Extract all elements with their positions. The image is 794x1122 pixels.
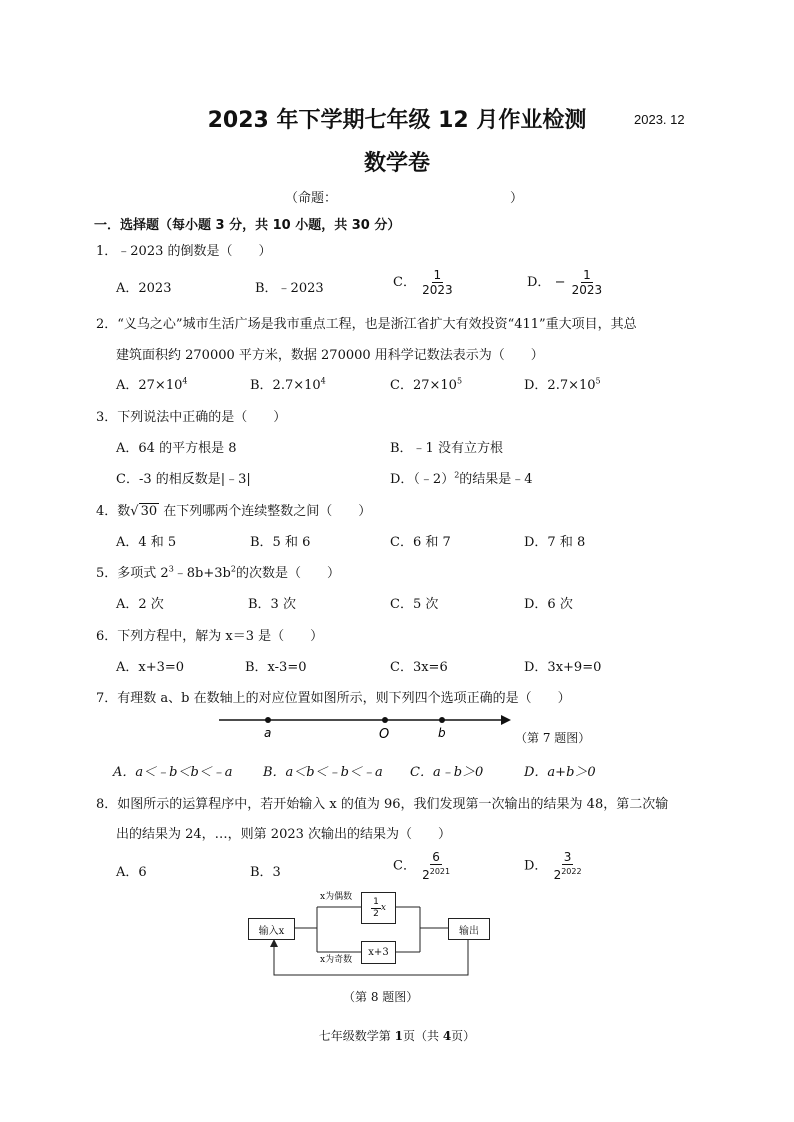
point-a [265, 717, 271, 723]
point-o [382, 717, 388, 723]
q4-radicand: 30 [140, 504, 158, 519]
half-fraction [371, 897, 381, 920]
q5-option-d: D．6 次 [524, 597, 573, 612]
q8-option-c [393, 850, 452, 882]
q8-d-numerator: 3 [563, 850, 572, 864]
q2-d-exp: 5 [595, 376, 601, 386]
q6-option-b: B．x-3=0 [245, 660, 307, 675]
q8-option-d [524, 850, 584, 882]
input-box: 输入x [248, 918, 295, 940]
q5-stem-a: 5．多项式 2 [96, 566, 169, 581]
page-title: 2023 年下学期七年级 12 月作业检测 [207, 108, 587, 133]
question-4-stem [96, 500, 371, 519]
question-7-stem: 7．有理数 a、b 在数轴上的对应位置如图所示，则下列四个选项正确的是（ ） [96, 691, 571, 706]
odd-label: x为奇数 [320, 955, 353, 965]
q8-c-denominator [420, 865, 452, 882]
footer-page-number: 1 [394, 1029, 403, 1043]
q8-option-d-fraction [552, 850, 584, 882]
q2-option-d [524, 374, 601, 393]
q7-option-d: D．a+b＞0 [524, 765, 596, 780]
q7-option-c: C．a﹣b＞0 [410, 765, 484, 780]
q8-option-b: B．3 [250, 865, 281, 880]
q1-d-numerator: 1 [583, 268, 591, 282]
q5-option-a: A．2 次 [116, 597, 164, 612]
number-line-arrow [501, 715, 511, 725]
feedback-arrow [270, 939, 278, 947]
q8-d-denominator [552, 865, 584, 882]
question-1-stem: 1．﹣2023 的倒数是（ ） [96, 244, 272, 259]
q5-option-b: B．3 次 [248, 597, 296, 612]
q8-option-c-label: C． [393, 858, 416, 874]
q2-a-exp: 4 [182, 376, 188, 386]
section-heading: 一．选择题（每小题 3 分，共 10 小题，共 30 分） [94, 218, 401, 233]
author-close: ） [510, 191, 524, 206]
q1-option-c-label: C． [393, 275, 416, 290]
q1-option-d-fraction [570, 268, 605, 297]
half-variable: x [380, 903, 386, 913]
q6-option-d: D．3x+9=0 [524, 660, 602, 675]
q2-b-text: B．2.7×10 [250, 378, 321, 393]
q7-option-b: B．a＜b＜﹣b＜﹣a [263, 765, 383, 780]
q8-d-exp: 2022 [561, 867, 582, 876]
exam-date: 2023. 12 [634, 112, 685, 127]
half-box [361, 892, 396, 924]
q8-c-numerator: 6 [432, 850, 440, 864]
footer-text-c: 页） [451, 1029, 476, 1043]
q6-option-c: C．3x=6 [390, 660, 448, 675]
footer-text-a: 七年级数学第 [318, 1029, 395, 1043]
output-box: 输出 [448, 918, 490, 940]
q1-option-d [527, 268, 604, 297]
plus3-box: x+3 [361, 941, 396, 964]
question-5-stem [96, 562, 340, 581]
author-label: （命题： [285, 191, 338, 206]
q1-c-denominator: 2023 [422, 283, 453, 297]
label-o: O [379, 727, 390, 742]
q8-c-exp: 2021 [429, 867, 451, 876]
q4-option-d: D．7 和 8 [524, 535, 586, 550]
q3-option-b: B．﹣1 没有立方根 [390, 441, 503, 456]
q3-d-exp: 2 [454, 470, 460, 480]
q5-option-c: C．5 次 [390, 597, 439, 612]
q2-a-text: A．27×10 [116, 378, 183, 393]
q7-option-a: A．a＜﹣b＜b＜﹣a [113, 765, 233, 780]
question-2-line2: 建筑面积约 270000 平方米，数据 270000 用科学记数法表示为（ ） [116, 348, 544, 363]
q3-option-a: A．64 的平方根是 8 [116, 441, 237, 456]
half-numerator: 1 [373, 896, 379, 907]
label-b: b [438, 726, 446, 740]
q1-option-d-label: D． [527, 275, 551, 290]
q2-option-a [116, 374, 187, 393]
point-b [439, 717, 445, 723]
question-8-line1: 8．如图所示的运算程序中，若开始输入 x 的值为 96，我们发现第一次输出的结果为 48，第二次输 [96, 797, 669, 812]
q7-caption: （第 7 题图） [515, 731, 591, 745]
half-denominator: 2 [373, 908, 379, 919]
q1-option-b: B．﹣2023 [255, 281, 324, 296]
q4-option-a: A．4 和 5 [116, 535, 177, 550]
page-footer [0, 1027, 794, 1044]
footer-total-pages: 4 [442, 1029, 452, 1043]
q1-option-c-fraction [420, 268, 455, 297]
q4-stem-post: 在下列哪两个连续整数之间（ ） [159, 504, 372, 519]
question-3-stem: 3．下列说法中正确的是（ ） [96, 410, 287, 425]
q2-c-exp: 5 [456, 376, 463, 386]
author-line [285, 187, 524, 206]
q1-option-a: A．2023 [116, 281, 172, 296]
q4-stem-pre: 4．数√ [96, 504, 139, 519]
q8-d-base: 2 [553, 868, 562, 882]
q5-exp2: 2 [230, 564, 236, 574]
q1-option-c [393, 268, 455, 297]
q5-exp1: 3 [168, 564, 174, 574]
q4-option-c: C．6 和 7 [390, 535, 451, 550]
q6-option-a: A．x+3=0 [116, 660, 185, 675]
question-6-stem: 6．下列方程中，解为 x＝3 是（ ） [96, 629, 324, 644]
q3-option-d [390, 468, 533, 487]
q2-b-exp: 4 [320, 376, 326, 386]
question-8-line2: 出的结果为 24，…，则第 2023 次输出的结果为（ ） [116, 827, 452, 842]
flowchart [245, 888, 495, 988]
q2-d-text: D．2.7×10 [524, 378, 596, 393]
page-subtitle: 数学卷 [363, 151, 430, 176]
q8-caption: （第 8 题图） [343, 990, 419, 1004]
q2-option-b [250, 374, 326, 393]
q3-d-pre: D．（﹣2） [390, 472, 455, 487]
q5-stem-c: 的次数是（ ） [235, 566, 340, 581]
q8-c-base: 2 [422, 868, 430, 882]
footer-text-b: 页（共 [402, 1029, 443, 1043]
number-line-figure [215, 710, 515, 742]
q1-d-denominator: 2023 [571, 283, 603, 297]
q3-d-post: 的结果是﹣4 [459, 472, 533, 487]
q2-option-c [390, 374, 462, 393]
label-a: a [264, 726, 272, 740]
q1-d-sign: − [554, 275, 566, 290]
q4-option-b: B．5 和 6 [250, 535, 311, 550]
q5-stem-b: ﹣8b+3b [173, 566, 231, 581]
even-label: x为偶数 [320, 892, 353, 902]
q8-option-c-fraction [420, 850, 452, 882]
q8-option-a: A．6 [116, 865, 147, 880]
q1-c-numerator: 1 [433, 268, 442, 282]
q2-c-text: C．27×10 [390, 378, 457, 393]
q3-option-c: C．-3 的相反数是|﹣3| [116, 472, 251, 487]
q8-option-d-label: D． [524, 858, 548, 874]
question-2-line1: 2．“义乌之心”城市生活广场是我市重点工程，也是浙江省扩大有效投资“411”重大项目，其总 [96, 317, 637, 332]
